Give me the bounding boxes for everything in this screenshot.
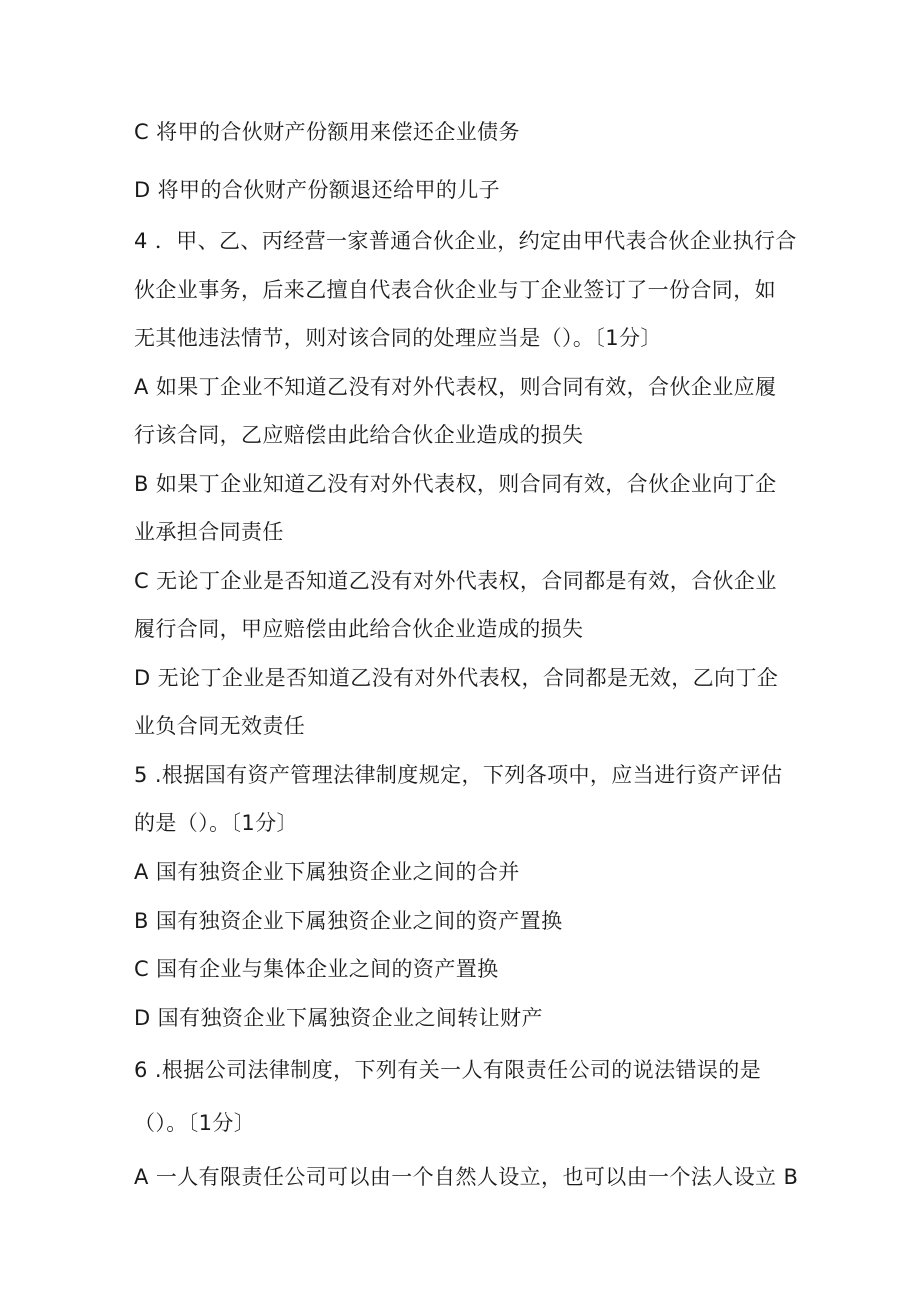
text-line-option-c-q4: 履行合同，甲应赔偿由此给合伙企业造成的损失 bbox=[134, 617, 584, 641]
text-line-option-b-q4: 业承担合同责任 bbox=[134, 520, 284, 544]
text-line-option-a-q4: 行该合同，乙应赔偿由此给合伙企业造成的损失 bbox=[134, 423, 584, 447]
text-line-option-d-q4: 业负合同无效责任 bbox=[134, 714, 306, 738]
text-line-question-4: 伙企业事务，后来乙擅自代表合伙企业与丁企业签订了一份合同，如 bbox=[134, 278, 776, 302]
text-line-option-a-q4: A 如果丁企业不知道乙没有对外代表权，则合同有效，合伙企业应履 bbox=[134, 375, 777, 399]
text-line-question-6: 6 .根据公司法律制度，下列有关一人有限责任公司的说法错误的是 bbox=[134, 1058, 762, 1082]
text-line-question-4: 无其他违法情节，则对该合同的处理应当是（）。〔1分〕 bbox=[134, 326, 662, 350]
text-line-question-5: 的是（）。〔1分〕 bbox=[134, 811, 298, 835]
text-line-option-b-q4: B 如果丁企业知道乙没有对外代表权，则合同有效，合伙企业向丁企 bbox=[134, 472, 777, 496]
text-line-option-d-q3: D 将甲的合伙财产份额退还给甲的儿子 bbox=[134, 178, 501, 202]
text-line-option-c-q4: C 无论丁企业是否知道乙没有对外代表权，合同都是有效，合伙企业 bbox=[134, 569, 777, 593]
text-line-option-a-q6: A 一人有限责任公司可以由一个自然人设立，也可以由一个法人设立 B bbox=[134, 1165, 799, 1189]
text-line-option-c-q3: C 将甲的合伙财产份额用来偿还企业债务 bbox=[134, 120, 520, 144]
text-line-question-5: 5 .根据国有资产管理法律制度规定，下列各项中，应当进行资产评估 bbox=[134, 763, 783, 787]
text-line-option-d-q4: D 无论丁企业是否知道乙没有对外代表权，合同都是无效，乙向丁企 bbox=[134, 666, 779, 690]
text-line-option-b-q5: B 国有独资企业下属独资企业之间的资产置换 bbox=[134, 909, 563, 933]
text-line-option-a-q5: A 国有独资企业下属独资企业之间的合并 bbox=[134, 860, 520, 884]
text-line-option-c-q5: C 国有企业与集体企业之间的资产置换 bbox=[134, 957, 499, 981]
text-line-question-4: 4 ．甲、乙、丙经营一家普通合伙企业，约定由甲代表合伙企业执行合 bbox=[134, 229, 797, 253]
text-line-option-d-q5: D 国有独资企业下属独资企业之间转让财产 bbox=[134, 1006, 543, 1030]
text-line-question-6: （）。〔1分〕 bbox=[134, 1111, 256, 1135]
